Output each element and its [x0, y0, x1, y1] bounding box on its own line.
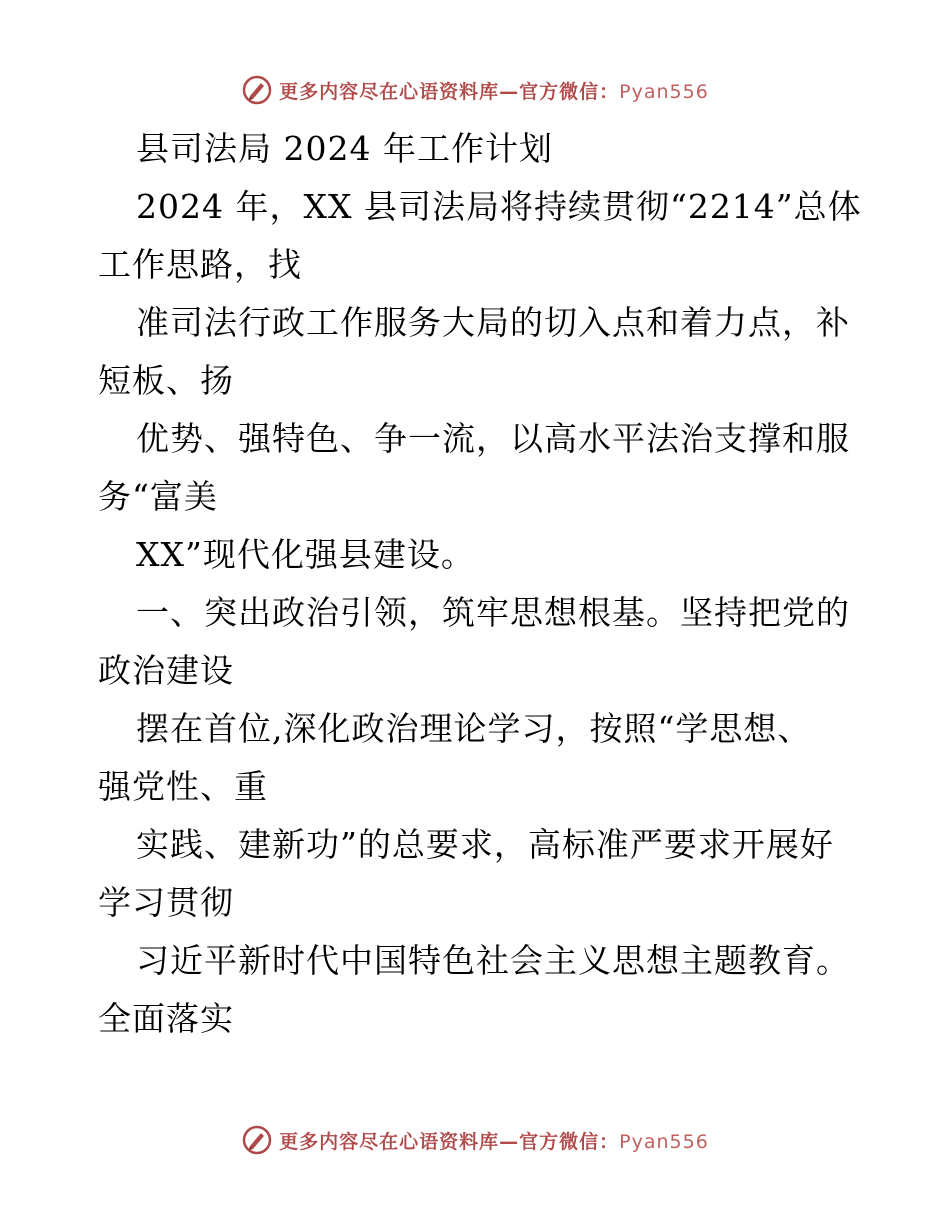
doc-line: 强党性、重: [98, 767, 268, 806]
doc-line: 准司法行政工作服务大局的切入点和着力点，补: [136, 303, 850, 342]
pen-logo-icon: [241, 1124, 273, 1156]
doc-line: 全面落实: [98, 999, 234, 1038]
doc-line: 政治建设: [98, 651, 234, 690]
doc-line: 2024 年，XX 县司法局将持续贯彻“2214”总体: [136, 187, 862, 226]
pen-logo-icon: [241, 74, 273, 106]
doc-line: 工作思路，找: [98, 245, 302, 284]
header-watermark: [0, 70, 950, 110]
doc-line: 实践、建新功”的总要求，高标准严要求开展好: [136, 825, 834, 864]
doc-line: XX”现代化强县建设。: [136, 535, 475, 574]
doc-title: 县司法局 2024 年工作计划: [136, 129, 553, 168]
doc-line: 摆在首位,深化政治理论学习，按照“学思想、: [136, 709, 812, 748]
doc-line: 优势、强特色、争一流，以高水平法治支撑和服: [136, 419, 850, 458]
doc-line: 习近平新时代中国特色社会主义思想主题教育。: [136, 941, 850, 980]
doc-line: 短板、扬: [98, 361, 234, 400]
watermark-text: 更多内容尽在心语资料库—官方微信：Pyan556: [279, 1130, 709, 1153]
doc-line: 学习贯彻: [98, 883, 234, 922]
footer-watermark: [0, 1120, 950, 1160]
document-body: [98, 120, 862, 1048]
doc-line: 一、突出政治引领，筑牢思想根基。坚持把党的: [136, 593, 850, 632]
doc-line: 务“富美: [98, 477, 218, 516]
watermark-text: 更多内容尽在心语资料库—官方微信：Pyan556: [279, 80, 709, 103]
